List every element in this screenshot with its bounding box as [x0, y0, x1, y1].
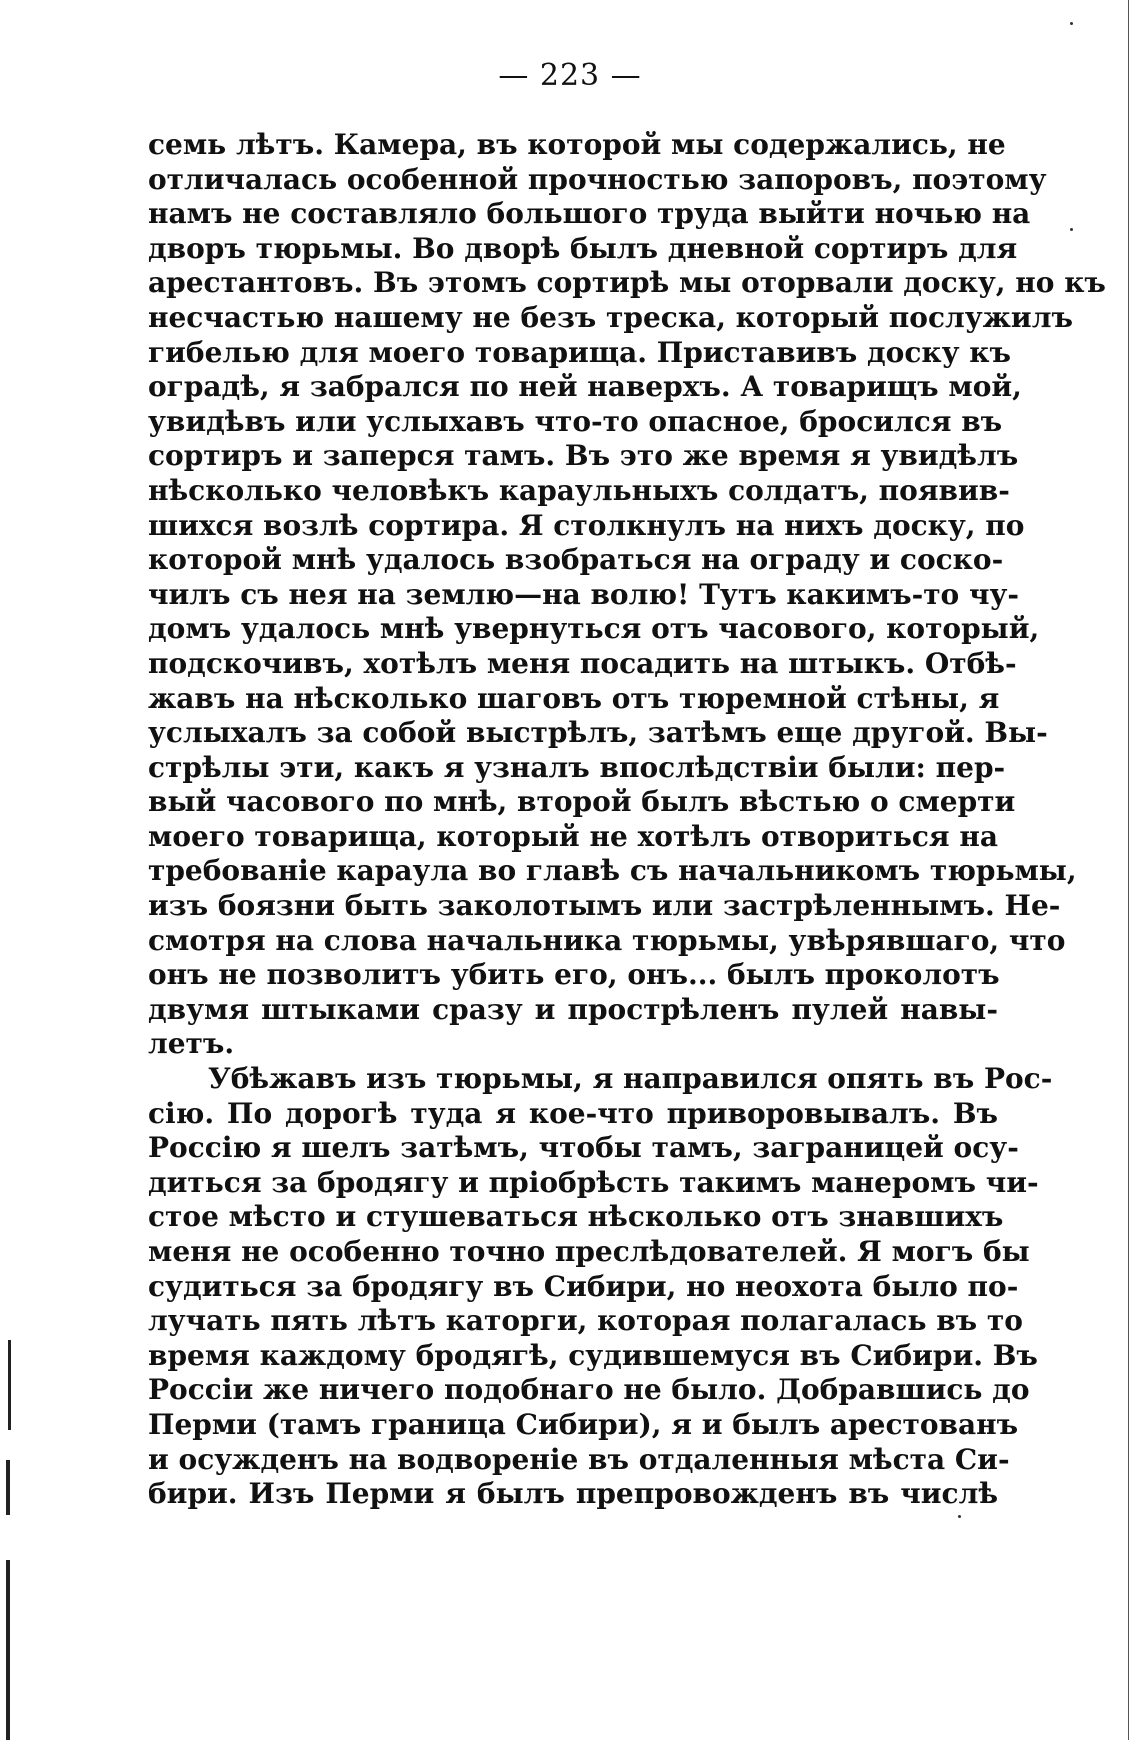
text-line: семь лѣтъ. Камера, въ которой мы содержались, не [148, 128, 1006, 161]
text-line: отличалась особенной прочностью запоровъ, поэтому [148, 162, 1047, 196]
text-line: сію. По дорогѣ туда я кое-что приворовывалъ. Въ [148, 1096, 998, 1130]
text-line: меня не особенно точно преслѣдователей. Я могъ бы [148, 1235, 1030, 1268]
text-line: несчастью нашему не безъ треска, который послужилъ [148, 300, 1073, 334]
text-line: и осужденъ на водвореніе въ отдаленныя мѣста Си- [148, 1442, 1010, 1476]
text-line: чилъ съ нея на землю—на волю! Тутъ какимъ-то чу- [148, 577, 1020, 611]
text-line: требованіе караула во главѣ съ начальникомъ тюрьмы, [148, 854, 1077, 888]
scan-speck [1070, 22, 1073, 25]
text-line: Россіи же ничего подобнаго не было. Добравшись до [148, 1373, 1030, 1407]
text-line: диться за бродягу и пріобрѣсть такимъ манеромъ чи- [148, 1165, 1039, 1199]
scan-edge-mark [6, 1460, 10, 1515]
text-line: вый часового по мнѣ, второй былъ вѣстью о смерти [148, 785, 1016, 819]
text-line: оградѣ, я забрался по ней наверхъ. А товарищъ мой, [148, 370, 1022, 404]
text-line: бири. Изъ Перми я былъ препровожденъ въ числѣ [148, 1477, 998, 1511]
text-line: смотря на слова начальника тюрьмы, увѣрявшаго, что [148, 923, 1066, 957]
scan-edge-mark [8, 1340, 11, 1430]
text-line: арестантовъ. Въ этомъ сортирѣ мы оторвали доску, но къ [148, 266, 1106, 300]
text-line: изъ боязни быть заколотымъ или застрѣленнымъ. Не- [148, 889, 1061, 923]
text-line: лучать пять лѣтъ каторги, которая полагалась въ то [148, 1304, 1023, 1338]
scan-speck [1070, 228, 1073, 231]
text-line: время каждому бродягѣ, судившемуся въ Сибири. Въ [148, 1338, 1038, 1372]
text-line: стое мѣсто и стушеваться нѣсколько отъ знавшихъ [148, 1200, 1004, 1234]
scan-speck [958, 1515, 961, 1518]
scan-edge-mark [1128, 0, 1129, 1740]
text-line: шихся возлѣ сортира. Я столкнулъ на нихъ доску, по [148, 508, 1025, 542]
text-line: увидѣвъ или услыхавъ что-то опасное, бросился въ [148, 404, 1003, 438]
text-line: жавъ на нѣсколько шаговъ отъ тюремной стѣны, я [148, 681, 1000, 715]
page-number: — 223 — [498, 58, 642, 93]
paragraph-end-line: летъ. [148, 1027, 235, 1061]
text-line: онъ не позволитъ убить его, онъ... былъ проколотъ [148, 958, 1000, 992]
text-line: стрѣлы эти, какъ я узналъ впослѣдствіи были: пер- [148, 750, 1006, 784]
paragraph-start-line: Убѣжавъ изъ тюрьмы, я направился опять въ Рос- [208, 1062, 1053, 1096]
text-line: судиться за бродягу въ Сибири, но неохота было по- [148, 1269, 1019, 1303]
text-line: Перми (тамъ граница Сибири), я и былъ арестованъ [148, 1407, 1019, 1441]
text-line: подскочивъ, хотѣлъ меня посадить на штыкъ. Отбѣ- [148, 646, 1017, 680]
text-line: сортиръ и заперся тамъ. Въ это же время я увидѣлъ [148, 439, 1019, 473]
text-line: Россію я шелъ затѣмъ, чтобы тамъ, заграницей осу- [148, 1131, 1019, 1165]
text-line: двумя штыками сразу и прострѣленъ пулей навы- [148, 992, 998, 1026]
text-line: намъ не составляло большого труда выйти ночью на [148, 197, 1031, 231]
body-text [148, 128, 1106, 1512]
text-line: дворъ тюрьмы. Во дворѣ былъ дневной сортиръ для [148, 231, 1018, 265]
text-line: моего товарища, который не хотѣлъ отвориться на [148, 819, 998, 853]
text-line: нѣсколько человѣкъ караульныхъ солдатъ, появив- [148, 473, 1010, 507]
text-line: услыхалъ за собой выстрѣлъ, затѣмъ еще другой. Вы- [148, 716, 1048, 750]
text-line: гибелью для моего товарища. Приставивъ доску къ [148, 335, 1011, 369]
scan-edge-mark [6, 1560, 10, 1740]
text-line: домъ удалось мнѣ увернуться отъ часового, который, [148, 612, 1040, 646]
text-line: которой мнѣ удалось взобраться на ограду и соско- [148, 543, 1004, 577]
